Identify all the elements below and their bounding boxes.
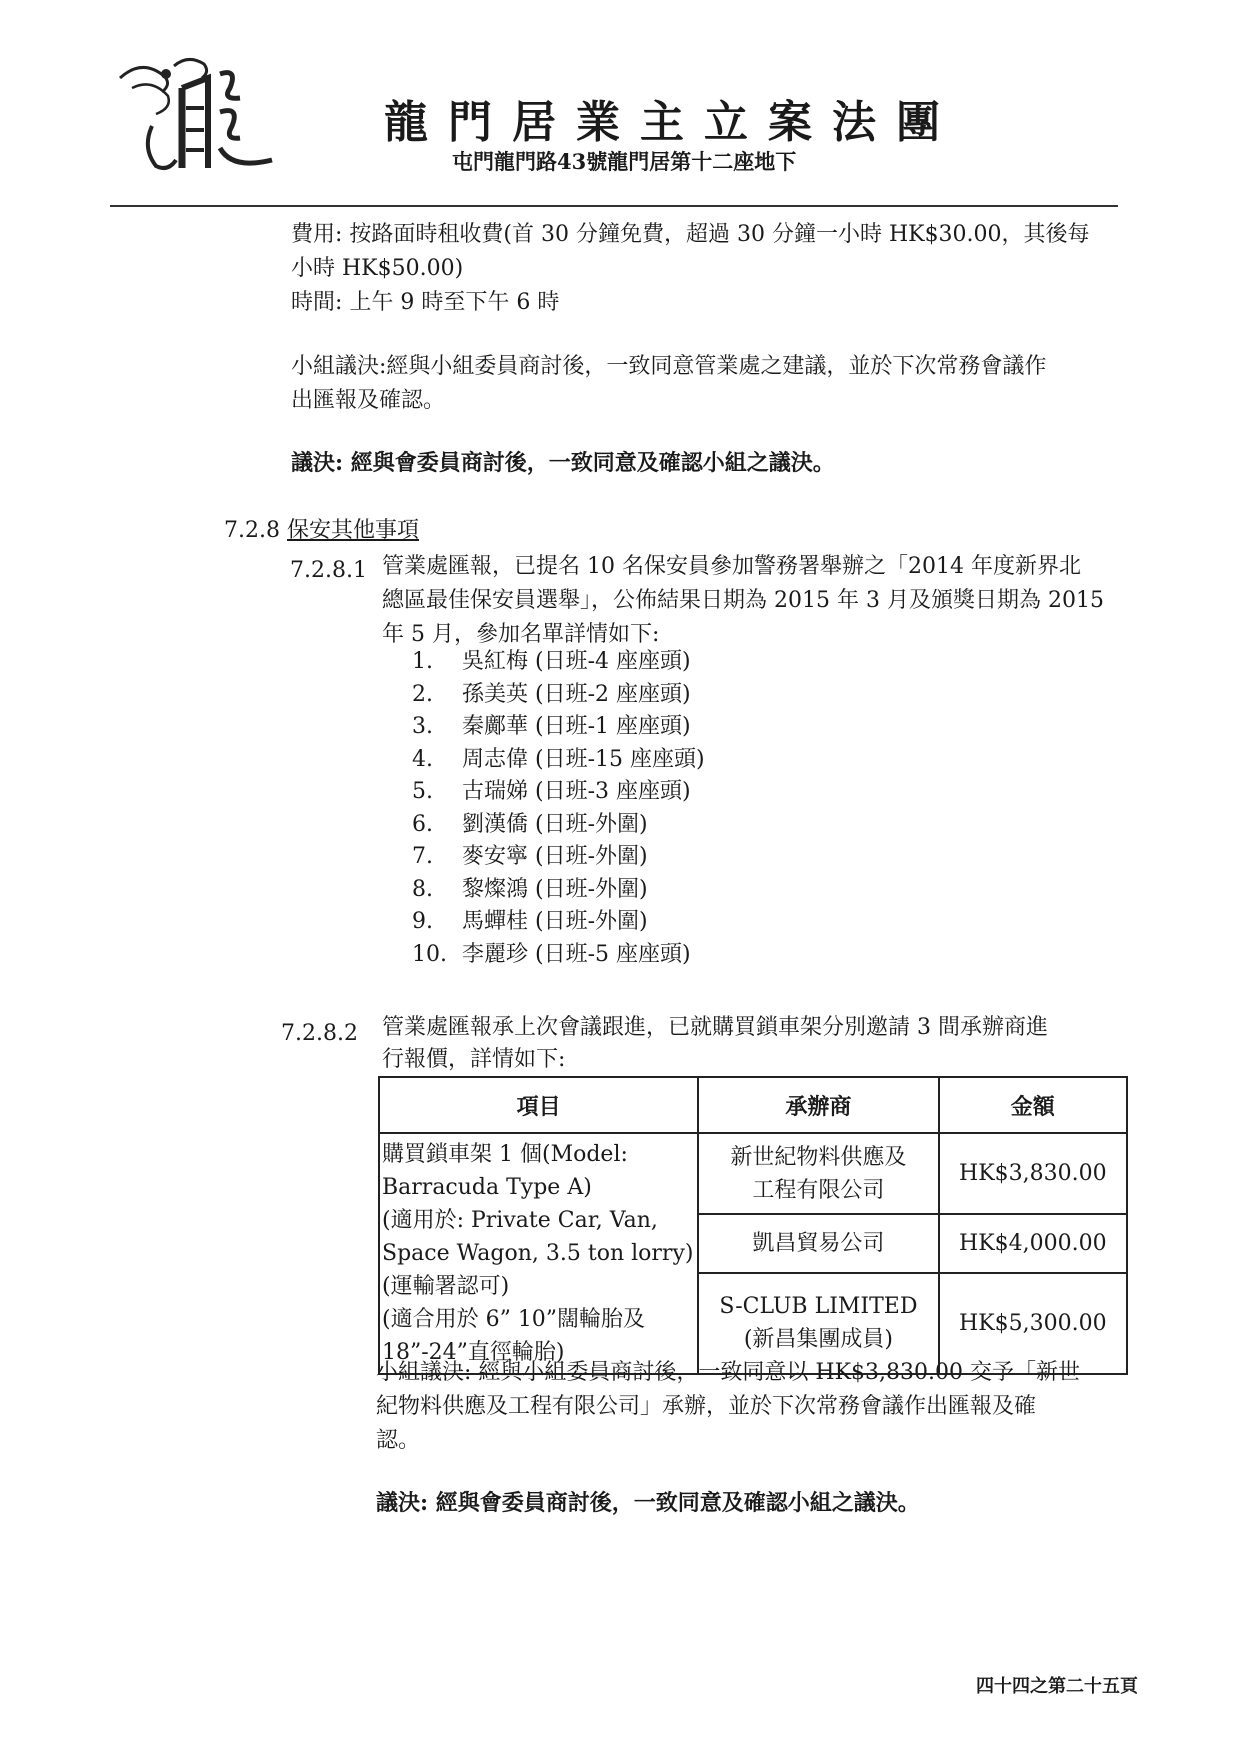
- table-header: 項目: [379, 1077, 698, 1133]
- nominee-name: 馬蟬桂 (日班-外圍): [462, 909, 648, 934]
- vendor-name: 凱昌貿易公司: [752, 1230, 885, 1256]
- table-header-row: [379, 1077, 1127, 1133]
- quotation-table: [378, 1076, 1128, 1375]
- section-title: 保安其他事項: [287, 518, 420, 543]
- amount-cell: HK$5,300.00: [939, 1273, 1127, 1374]
- section-number: 7.2.8: [224, 518, 280, 543]
- list-number: 2.: [412, 681, 433, 707]
- item2-group-resolution-line-2: 紀物料供應及工程有限公司」承辦，並於下次常務會議作出匯報及確: [376, 1394, 1037, 1419]
- item1-line-2: 總區最佳保安員選舉」，公佈結果日期為 2015 年 3 月及頒獎日期為 2015: [382, 588, 1104, 613]
- list-number: 4.: [412, 746, 433, 772]
- vendor-name: 新世紀物料供應及: [730, 1144, 907, 1170]
- table-row: [379, 1133, 1127, 1214]
- fee-line-2: 小時 HK$50.00): [291, 256, 464, 281]
- nominee-name: 孫美英 (日班-2 座座頭): [462, 681, 691, 707]
- list-number: 5.: [412, 779, 433, 804]
- page-number: 四十四之第二十五頁: [976, 1676, 1138, 1697]
- item2-resolution: 議決: 經與會委員商討後，一致同意及確認小組之議決。: [376, 1490, 920, 1516]
- amount-cell: HK$3,830.00: [939, 1133, 1127, 1214]
- list-number: 8.: [412, 876, 433, 902]
- item1-line-1: 管業處匯報，已提名 10 名保安員參加警務署舉辦之「2014 年度新界北: [382, 554, 1081, 579]
- nominee-name: 麥安寧 (日班-外圍): [462, 844, 648, 869]
- list-number: 9.: [412, 909, 433, 934]
- item1-line-3: 年 5 月，參加名單詳情如下:: [382, 622, 660, 647]
- list-number: 1.: [412, 649, 433, 674]
- nominee-name: 劉漢僑 (日班-外圍): [462, 811, 648, 837]
- nominee-name: 古瑞娣 (日班-3 座座頭): [462, 779, 691, 804]
- item-number: 7.2.8.1: [290, 558, 367, 583]
- list-item: [412, 646, 705, 679]
- list-item: [412, 744, 705, 777]
- time-line: 時間: 上午 9 時至下午 6 時: [291, 290, 560, 315]
- list-number: 3.: [412, 714, 433, 739]
- item-line: 18”-24”直徑輪胎): [382, 1340, 565, 1365]
- vendor-cell: [698, 1214, 938, 1273]
- fee-line-1: 費用: 按路面時租收費(首 30 分鐘免費，超過 30 分鐘一小時 HK$30.00，其後每: [291, 222, 1090, 247]
- list-item: [412, 679, 705, 712]
- nominee-name: 李麗珍 (日班-5 座座頭): [462, 941, 691, 967]
- vendor-name: S-CLUB LIMITED: [719, 1294, 918, 1320]
- amount-cell: HK$4,000.00: [939, 1214, 1127, 1273]
- item2-group-resolution-line-1: 小組議決: 經與小組委員商討後，一致同意以 HK$3,830.00 交予「新世: [376, 1360, 1080, 1385]
- item-description: [379, 1133, 698, 1374]
- list-item: [412, 809, 705, 842]
- list-number: 7.: [412, 844, 433, 869]
- table-header: 金額: [939, 1077, 1127, 1133]
- item-line: Barracuda Type A): [382, 1175, 592, 1200]
- list-item: [412, 874, 705, 907]
- nominee-name: 周志偉 (日班-15 座座頭): [462, 746, 705, 772]
- group-resolution-line-2: 出匯報及確認。: [291, 388, 446, 413]
- list-number: 10.: [412, 941, 447, 967]
- list-item: [412, 906, 705, 939]
- item2-line-1: 管業處匯報承上次會議跟進，已就購買鎖車架分別邀請 3 間承辦商進: [382, 1015, 1048, 1040]
- list-item: [412, 711, 705, 744]
- vendor-cell: [698, 1133, 938, 1214]
- dragon-logo: [112, 48, 280, 176]
- list-item: [412, 776, 705, 809]
- item-number: 7.2.8.2: [281, 1021, 358, 1046]
- nominee-name: 黎燦鴻 (日班-外圍): [462, 876, 648, 902]
- org-address: 屯門龍門路43號龍門居第十二座地下: [452, 149, 797, 174]
- group-resolution-line-1: 小組議決:經與小組委員商討後，一致同意管業處之建議，並於下次常務會議作: [291, 354, 1047, 379]
- nominee-list: [412, 646, 705, 971]
- item-line: 購買鎖車架 1 個(Model:: [382, 1142, 628, 1167]
- table-header: 承辦商: [698, 1077, 938, 1133]
- item2-group-resolution-line-3: 認。: [376, 1428, 421, 1453]
- item2-line-2: 行報價，詳情如下:: [382, 1047, 566, 1072]
- nominee-name: 秦鄺華 (日班-1 座座頭): [462, 714, 691, 739]
- resolution: 議決: 經與會委員商討後，一致同意及確認小組之議決。: [291, 450, 835, 476]
- item-line: Space Wagon, 3.5 ton lorry): [382, 1241, 694, 1266]
- org-name: 龍門居業主立案法團: [384, 97, 960, 148]
- item-line: (適合用於 6” 10”闊輪胎及: [382, 1307, 646, 1332]
- list-item: [412, 939, 705, 972]
- header-divider: [110, 205, 1118, 207]
- vendor-name: (新昌集團成員): [743, 1327, 893, 1353]
- list-item: [412, 841, 705, 874]
- vendor-name: 工程有限公司: [752, 1177, 885, 1203]
- item-line: (運輸署認可): [382, 1274, 510, 1299]
- nominee-name: 吳紅梅 (日班-4 座座頭): [462, 649, 691, 674]
- list-number: 6.: [412, 811, 433, 837]
- item-line: (適用於: Private Car, Van,: [382, 1208, 658, 1233]
